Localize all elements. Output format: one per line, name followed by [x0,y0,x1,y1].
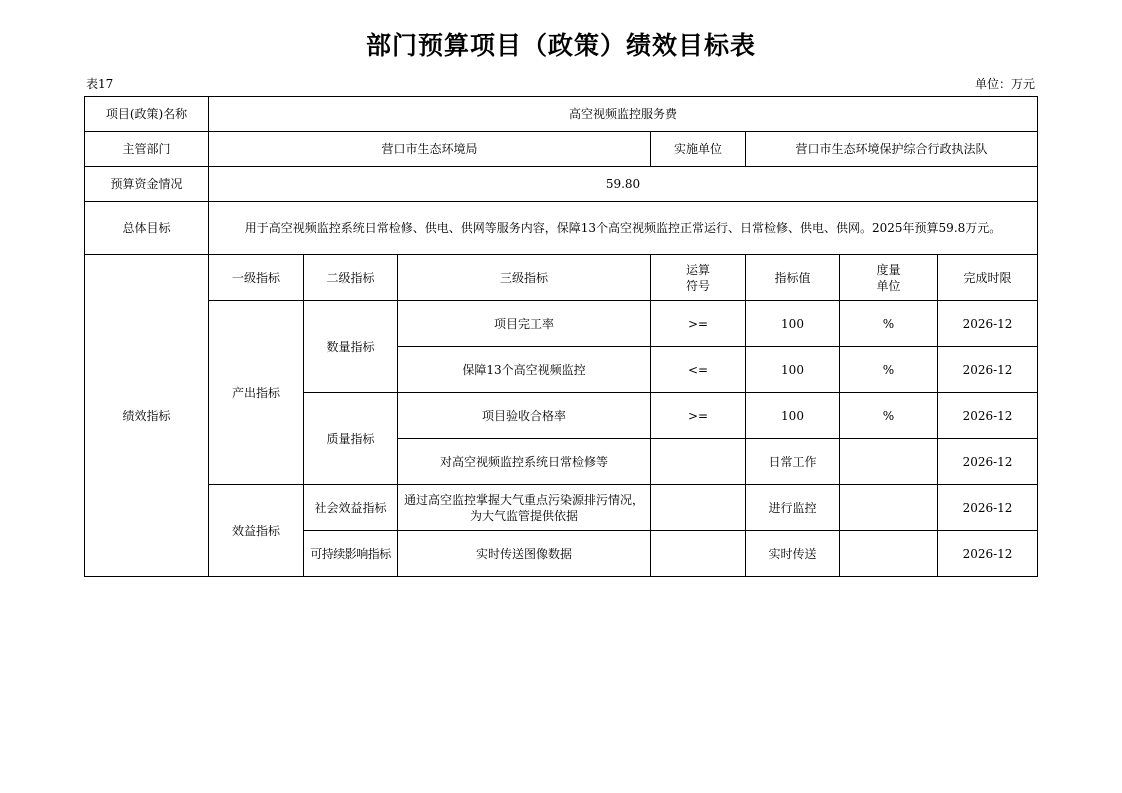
indicator-deadline: 2026-12 [938,301,1038,347]
table-row [85,97,1038,132]
budget-value: 59.80 [209,167,1038,202]
indicator-op [651,485,746,531]
indicator-unit: % [840,301,938,347]
header-l1: 一级指标 [209,255,304,301]
table-row [85,202,1038,255]
project-name-label: 项目(政策)名称 [85,97,209,132]
table-row [85,255,1038,301]
indicator-name: 实时传送图像数据 [398,531,651,577]
header-unit [840,255,938,301]
header-unit-line1: 度量 [876,262,901,277]
page-title: 部门预算项目（政策）绩效目标表 [365,31,756,60]
indicator-unit [840,439,938,485]
impl-value: 营口市生态环境保护综合行政执法队 [746,132,1038,167]
indicator-value: 100 [746,393,840,439]
indicator-deadline: 2026-12 [938,531,1038,577]
indicator-op: <= [651,347,746,393]
header-l3: 三级指标 [398,255,651,301]
header-op [651,255,746,301]
header-op-line2: 符号 [685,278,710,293]
group-quantity: 数量指标 [304,301,398,393]
indicator-name: 对高空视频监控系统日常检修等 [398,439,651,485]
perf-label: 绩效指标 [85,255,209,577]
group-quality: 质量指标 [304,393,398,485]
indicator-deadline: 2026-12 [938,347,1038,393]
indicator-op: >= [651,301,746,347]
unit-label: 单位：万元 [974,77,1035,91]
header-l2: 二级指标 [304,255,398,301]
budget-label: 预算资金情况 [85,167,209,202]
header-unit-line2: 单位 [876,278,901,293]
indicator-unit [840,485,938,531]
indicator-op: >= [651,393,746,439]
group-social: 社会效益指标 [304,485,398,531]
group-sustain: 可持续影响指标 [304,531,398,577]
goal-value: 用于高空视频监控系统日常检修、供电、供网等服务内容，保障13个高空视频监控正常运行、日常检修、供电、供网。2025年预算59.8万元。 [209,202,1038,255]
header-op-line1: 运算 [685,262,710,277]
indicator-op [651,531,746,577]
table-row [85,485,1038,531]
indicator-name: 保障13个高空视频监控 [398,347,651,393]
indicator-deadline: 2026-12 [938,439,1038,485]
indicator-op [651,439,746,485]
indicator-name: 项目完工率 [398,301,651,347]
dept-value: 营口市生态环境局 [209,132,651,167]
indicator-name: 项目验收合格率 [398,393,651,439]
indicator-deadline: 2026-12 [938,393,1038,439]
indicator-unit: % [840,393,938,439]
project-name: 高空视频监控服务费 [209,97,1038,132]
group-benefit: 效益指标 [209,485,304,577]
indicator-value: 日常工作 [746,439,840,485]
indicator-value: 100 [746,347,840,393]
goal-label: 总体目标 [85,202,209,255]
indicator-value: 实时传送 [746,531,840,577]
group-output: 产出指标 [209,301,304,485]
performance-table [84,96,1038,577]
indicator-deadline: 2026-12 [938,485,1038,531]
indicator-unit [840,531,938,577]
indicator-name: 通过高空监控掌握大气重点污染源排污情况，为大气监管提供依据 [398,485,651,531]
table-number: 表17 [86,77,114,91]
table-row [85,167,1038,202]
impl-label: 实施单位 [651,132,746,167]
table-row [85,301,1038,347]
table-row [85,132,1038,167]
dept-label: 主管部门 [85,132,209,167]
header-value: 指标值 [746,255,840,301]
indicator-value: 进行监控 [746,485,840,531]
indicator-value: 100 [746,301,840,347]
header-deadline: 完成时限 [938,255,1038,301]
indicator-unit: % [840,347,938,393]
